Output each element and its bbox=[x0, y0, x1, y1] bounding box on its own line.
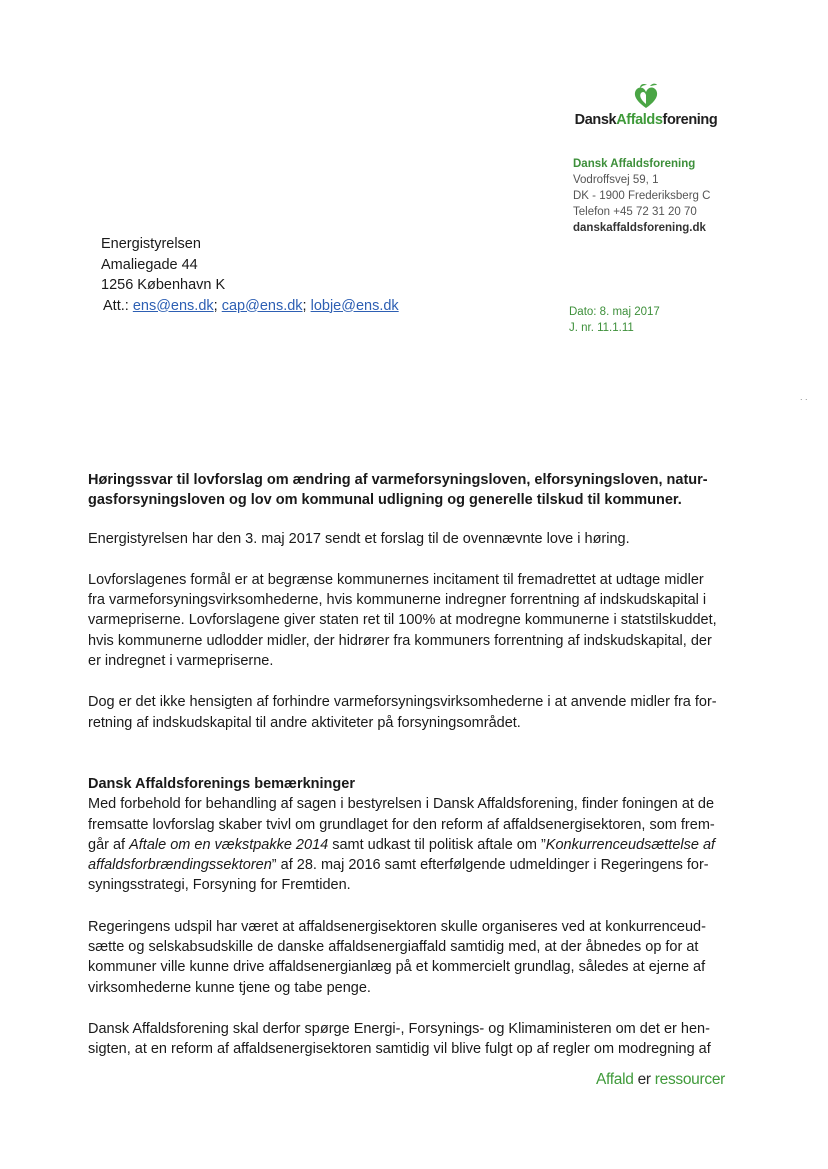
email-link-cap[interactable]: cap@ens.dk bbox=[221, 297, 303, 314]
recipient-city: 1256 København K bbox=[101, 277, 226, 293]
text-line: Dansk Affaldsforening skal derfor spørge Energi-, Forsynings- og Klimaministeren om det er hen- bbox=[88, 1020, 710, 1037]
sender-block bbox=[573, 156, 710, 236]
paragraph-remarks bbox=[88, 794, 724, 895]
logo bbox=[566, 82, 726, 128]
paragraph-purpose bbox=[88, 570, 724, 671]
date-block bbox=[569, 304, 660, 336]
slogan-word: ressourcer bbox=[654, 1071, 725, 1088]
email-separator: ; bbox=[213, 297, 222, 314]
recipient-att-line bbox=[103, 296, 399, 317]
recipient-block bbox=[101, 234, 399, 316]
recipient-org: Energistyrelsen bbox=[101, 236, 201, 252]
text-segment: samt udkast til politisk aftale om ” bbox=[328, 836, 546, 853]
sender-city: DK - 1900 Frederiksberg C bbox=[573, 190, 711, 202]
sender-name: Dansk Affaldsforening bbox=[573, 158, 696, 170]
sender-phone: Telefon +45 72 31 20 70 bbox=[573, 206, 697, 218]
journal-number: J. nr. 11.1.11 bbox=[569, 322, 634, 334]
sender-street: Vodroffsvej 59, 1 bbox=[573, 174, 659, 186]
paragraph-intro: Energistyrelsen har den 3. maj 2017 sendt et forslag til de ovennævnte love i høring. bbox=[88, 530, 630, 547]
heading-line: gasforsyningsloven og lov om kommunal udligning og generelle tilskud til kommuner. bbox=[88, 492, 682, 509]
text-segment-italic: Aftale om en vækstpakke 2014 bbox=[129, 836, 329, 853]
paragraph-intent bbox=[88, 692, 724, 733]
email-link-ens[interactable]: ens@ens.dk bbox=[132, 297, 214, 314]
letter-date: Dato: 8. maj 2017 bbox=[569, 306, 660, 318]
logo-word-affalds: Affalds bbox=[616, 112, 663, 128]
text-segment-italic: affaldsforbrændingssektoren bbox=[88, 857, 272, 874]
text-line: sigten, at en reform af affaldsenergisektoren samtidig vil blive fulgt op af regler om modregning af bbox=[88, 1041, 711, 1058]
slogan-word: Affald bbox=[596, 1071, 634, 1088]
recipient-street: Amaliegade 44 bbox=[101, 256, 198, 273]
text-line: virksomhederne kunne tjene og tabe penge. bbox=[88, 979, 371, 996]
text-line: Med forbehold for behandling af sagen i bestyrelsen i Dansk Affaldsforening, finder foningen at de bbox=[88, 796, 715, 813]
logo-wordmark bbox=[566, 112, 726, 128]
text-line: Regeringens udspil har været at affaldsenergisektoren skulle organiseres ved at konkurrenceud- bbox=[88, 918, 706, 935]
text-line: fremsatte lovforslag skaber tvivl om grundlaget for den reform af affaldsenergisektoren, som frem- bbox=[88, 816, 715, 833]
text-line: fra varmeforsyningsvirksomhederne, hvis kommunerne indregner forrentning af indskudskapital i bbox=[88, 592, 707, 609]
att-label: Att.: bbox=[103, 297, 129, 314]
letter-heading bbox=[88, 470, 724, 511]
sender-website: danskaffaldsforening.dk bbox=[573, 222, 706, 234]
text-line: varmepriserne. Lovforslagene giver staten ret til 100% at modregne kommunerne i statstilskuddet, bbox=[88, 612, 717, 629]
text-segment: går af bbox=[88, 836, 130, 853]
text-line: Dog er det ikke hensigten af forhindre varmeforsyningsvirksomhederne i at anvende midler fra for- bbox=[88, 694, 717, 711]
leaf-heart-icon bbox=[629, 82, 663, 110]
paragraph-government bbox=[88, 917, 724, 998]
text-line: er indregnet i varmepriserne. bbox=[88, 653, 274, 670]
logo-word-forening: forening bbox=[662, 112, 718, 128]
text-line: retning af indskudskapital til andre aktiviteter på forsyningsområdet. bbox=[88, 714, 521, 731]
paragraph-question bbox=[88, 1019, 724, 1060]
text-line: hvis kommunerne udlodder midler, der hidrører fra kommuners forrentning af indskudskapital, der bbox=[88, 632, 712, 649]
text-segment-italic: Konkurrenceudsættelse af bbox=[545, 836, 716, 853]
email-link-lobje[interactable]: lobje@ens.dk bbox=[310, 297, 399, 314]
letter-body bbox=[88, 470, 724, 1060]
heading-line: Høringssvar til lovforslag om ændring af varmeforsyningsloven, elforsyningsloven, natur- bbox=[88, 472, 708, 488]
slogan-word: er bbox=[637, 1071, 651, 1088]
email-separator: ; bbox=[302, 297, 311, 314]
section-heading: Dansk Affaldsforenings bemærkninger bbox=[88, 775, 355, 792]
text-line: Lovforslagenes formål er at begrænse kommunernes incitament til fremadrettet at udtage midler bbox=[88, 571, 704, 588]
footer-slogan bbox=[596, 1071, 725, 1089]
text-line: syningsstrategi, Forsyning for Fremtiden. bbox=[88, 877, 351, 894]
logo-word-dansk: Dansk bbox=[574, 112, 617, 128]
text-segment: ” af 28. maj 2016 samt efterfølgende udmeldinger i Regeringens for- bbox=[271, 857, 709, 874]
text-line: kommuner ville kunne drive affaldsenergianlæg på et kommercielt grundlag, således at ejerne af bbox=[88, 959, 706, 976]
text-line: sætte og selskabsudskille de danske affaldsenergiaffald samtidig med, at der åbnedes op for at bbox=[88, 939, 699, 956]
margin-mark: . . bbox=[800, 392, 808, 402]
